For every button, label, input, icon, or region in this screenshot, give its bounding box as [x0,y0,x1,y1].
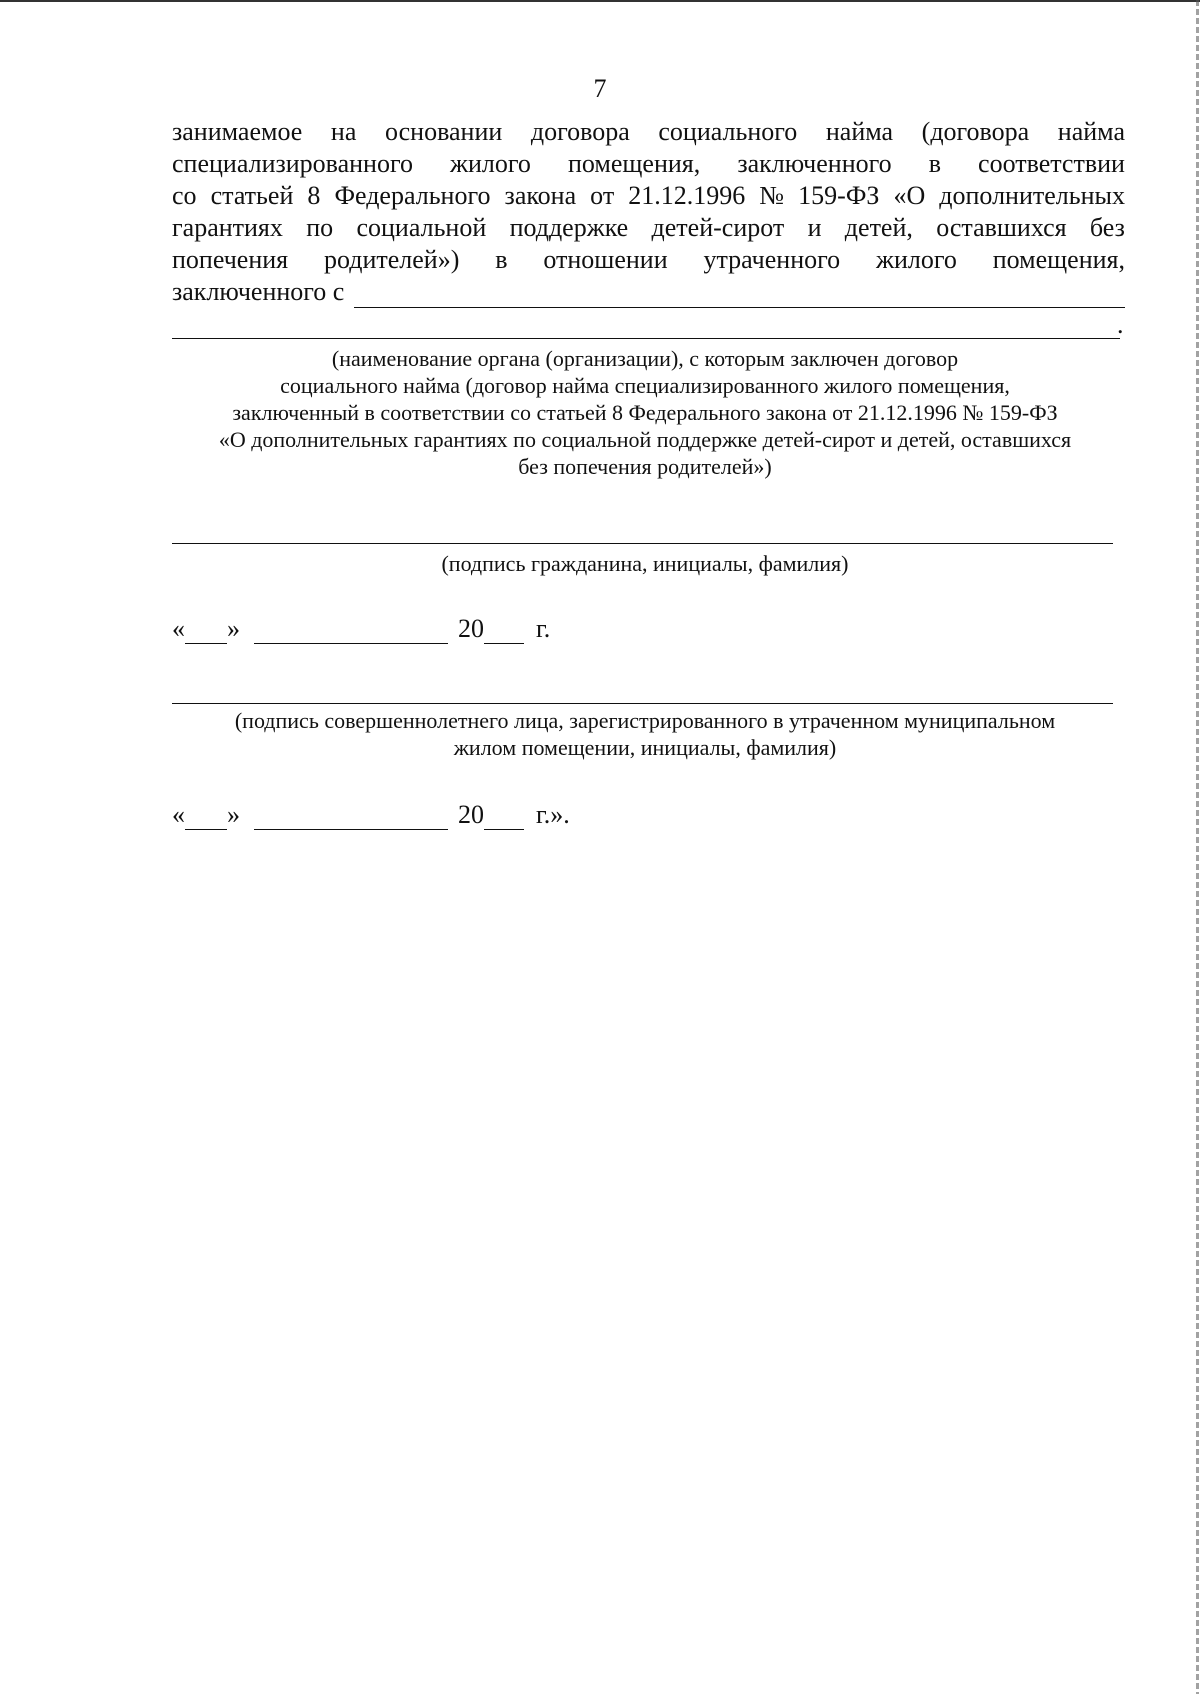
open-quote: « [172,614,185,643]
adult-signature-caption [160,707,1130,761]
scan-top-edge [0,0,1200,2]
word: жилого [875,245,957,274]
citizen-date-row [172,614,550,644]
word: специализированного [172,149,413,178]
caption-line: заключенный в соответствии со статьей 8 Федерального закона от 21.12.1996 № 159-ФЗ [232,400,1058,425]
word: в [928,149,941,178]
word: отношении [543,245,668,274]
year-suffix: г.». [536,800,570,829]
word: помещения, [992,245,1125,274]
paragraph-line-2 [172,148,1125,180]
word: утраченного [703,245,841,274]
word: Федерального [334,181,491,210]
month-blank[interactable] [254,807,448,830]
paragraph-line-1 [172,116,1125,148]
word: закона [504,181,577,210]
line-end-dot: . [1117,310,1124,339]
page-number: 7 [593,74,607,103]
year-prefix: 20 [458,614,484,643]
day-blank[interactable] [185,621,227,644]
word: попечения [172,245,289,274]
word: и [807,213,822,242]
word: жилого [450,149,531,178]
adult-date-row [172,800,570,830]
word: оставшихся [936,213,1067,242]
close-quote: » [227,800,240,829]
adult-signature-line[interactable] [172,703,1113,704]
citizen-signature-line[interactable] [172,543,1113,544]
word: № [759,181,785,210]
paragraph-line-6 [172,276,1125,308]
word: поддержке [509,213,629,242]
word: 21.12.1996 [628,181,746,210]
caption-line: жилом помещении, инициалы, фамилия) [453,735,837,760]
year-blank[interactable] [484,621,524,644]
word: на [330,117,357,146]
word: (договора [921,117,1030,146]
word: найма [825,117,894,146]
year-suffix: г. [536,614,551,643]
body-paragraph [172,116,1125,308]
word: 159-ФЗ [798,181,880,210]
citizen-signature-caption: (подпись гражданина, инициалы, фамилия) [441,551,849,576]
word: в [495,245,508,274]
organization-blank-line[interactable] [354,283,1125,308]
word: заключенного [737,149,892,178]
word: помещения, [567,149,701,178]
scan-right-edge [1196,0,1199,1694]
word: дополнительных [939,181,1125,210]
close-quote: » [227,614,240,643]
word: статьей [210,181,294,210]
word: социального [658,117,798,146]
word: договора [530,117,630,146]
caption-line: «О дополнительных гарантиях по социальной поддержке детей-сирот и детей, оставшихся [218,427,1072,452]
word: без [1089,213,1125,242]
word: со [172,181,197,210]
open-quote: « [172,800,185,829]
word: детей, [844,213,913,242]
word: основании [384,117,503,146]
contract-with-label: заключенного с [172,277,345,306]
word: 8 [307,181,321,210]
caption-line: (наименование органа (организации), с которым заключен договор [331,346,959,371]
caption-line: (подпись совершеннолетнего лица, зарегистрированного в утраченном муниципальном [234,708,1056,733]
caption-line: социального найма (договор найма специализированного жилого помещения, [280,373,1010,398]
word: от [590,181,615,210]
year-blank[interactable] [484,807,524,830]
caption-line: без попечения родителей») [518,454,772,479]
word: занимаемое [172,117,303,146]
paragraph-line-4 [172,212,1125,244]
day-blank[interactable] [185,807,227,830]
month-blank[interactable] [254,621,448,644]
word: найма [1057,117,1125,146]
word: детей-сирот [651,213,785,242]
organization-caption [160,345,1130,480]
year-prefix: 20 [458,800,484,829]
word: родителей») [323,245,460,274]
word: социальной [356,213,487,242]
word: гарантиях [172,213,283,242]
paragraph-line-5 [172,244,1125,276]
word: «О [893,181,926,210]
paragraph-line-3 [172,180,1125,212]
organization-blank-line-2[interactable] [172,338,1120,339]
word: по [306,213,334,242]
word: соответствии [978,149,1125,178]
